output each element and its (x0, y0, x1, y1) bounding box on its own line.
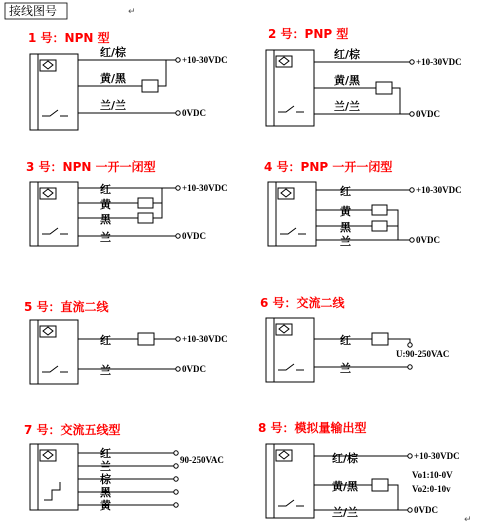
terminal-icon (410, 60, 414, 64)
diagram-6-title: 6 号：交流二线 (260, 296, 345, 310)
terminal-icon (176, 367, 180, 371)
wire-label: 黄/黑 (100, 72, 127, 85)
ac-supply-label: U:90-250VAC (396, 349, 450, 359)
wire-label: 兰/兰 (332, 506, 359, 519)
load-icon (372, 205, 387, 215)
ac-supply-label: 90-250VAC (180, 455, 224, 465)
terminal-icon (176, 234, 180, 238)
supply-positive-label: +10-30VDC (416, 57, 462, 67)
load-icon (138, 213, 153, 223)
terminal-icon (408, 365, 412, 369)
terminal-icon (174, 477, 178, 481)
supply-positive-label: +10-30VDC (416, 185, 462, 195)
terminal-icon (410, 112, 414, 116)
load-icon (138, 333, 154, 345)
wire-label: 红 (100, 183, 111, 196)
wire-label: 黑 (340, 221, 351, 234)
wire-label: 兰 (340, 235, 351, 248)
analog-output-1-label: Vo1:10-0V (412, 470, 453, 480)
terminal-icon (176, 111, 180, 115)
analog-output-2-label: Vo2:0-10v (412, 484, 451, 494)
wire-label: 红/棕 (332, 452, 359, 465)
diagram-7-title: 7 号：交流五线型 (24, 423, 121, 437)
terminal-icon (174, 451, 178, 455)
load-icon (138, 198, 153, 208)
wire-label: 棕 (100, 473, 111, 486)
load-icon (142, 80, 158, 92)
wire-label: 红 (100, 447, 111, 460)
supply-positive-label: +10-30VDC (182, 334, 228, 344)
supply-positive-label: +10-30VDC (182, 55, 228, 65)
terminal-icon (176, 337, 180, 341)
terminal-icon (410, 188, 414, 192)
supply-zero-label: 0VDC (182, 108, 206, 118)
page-title: 接线图号 (9, 4, 58, 18)
supply-zero-label: 0VDC (416, 109, 440, 119)
terminal-icon (176, 58, 180, 62)
wire-label: 兰/兰 (100, 99, 127, 112)
supply-zero-label: 0VDC (416, 235, 440, 245)
paragraph-mark: ↵ (128, 7, 136, 17)
supply-zero-label: 0VDC (182, 364, 206, 374)
wire-label: 兰 (100, 231, 111, 244)
wire-label: 兰 (100, 364, 111, 377)
wire-label: 黄 (100, 499, 111, 512)
wire-label: 红 (340, 185, 351, 198)
load-icon (376, 82, 392, 94)
wire-label: 兰 (340, 362, 351, 375)
terminal-icon (410, 238, 414, 242)
diagram-8-title: 8 号：模拟量输出型 (258, 421, 367, 435)
terminal-icon (174, 464, 178, 468)
diagram-2-title: 2 号：PNP 型 (268, 27, 349, 41)
diagram-3-title: 3 号：NPN 一开一闭型 (26, 160, 156, 174)
wire-label: 黑 (100, 486, 111, 499)
supply-positive-label: +10-30VDC (182, 183, 228, 193)
supply-zero-label: 0VDC (182, 231, 206, 241)
load-icon (372, 479, 388, 491)
wire-label: 红 (100, 334, 111, 347)
wire-label: 黄/黑 (334, 74, 361, 87)
terminal-icon (174, 503, 178, 507)
terminal-icon (408, 343, 412, 347)
diagram-5-title: 5 号：直流二线 (24, 300, 109, 314)
terminal-icon (408, 454, 412, 458)
wire-label: 红 (340, 334, 351, 347)
wire-label: 黄 (340, 205, 351, 218)
wire-label: 红/棕 (100, 46, 127, 59)
paragraph-mark-footer: ↵ (464, 515, 472, 525)
diagram-4-title: 4 号：PNP 一开一闭型 (264, 160, 393, 174)
load-icon (372, 333, 388, 345)
terminal-icon (176, 186, 180, 190)
wire-label: 兰 (100, 460, 111, 473)
terminal-icon (174, 490, 178, 494)
wire-label: 黄 (100, 198, 111, 211)
wire-label: 兰/兰 (334, 100, 361, 113)
wire-label: 黑 (100, 213, 111, 226)
supply-zero-label: 0VDC (414, 505, 438, 515)
supply-positive-label: +10-30VDC (414, 451, 460, 461)
load-icon (372, 221, 387, 231)
wire-label: 黄/黑 (332, 480, 359, 493)
diagram-1-title: 1 号：NPN 型 (28, 31, 110, 45)
wire-label: 红/棕 (334, 48, 361, 61)
terminal-icon (408, 508, 412, 512)
